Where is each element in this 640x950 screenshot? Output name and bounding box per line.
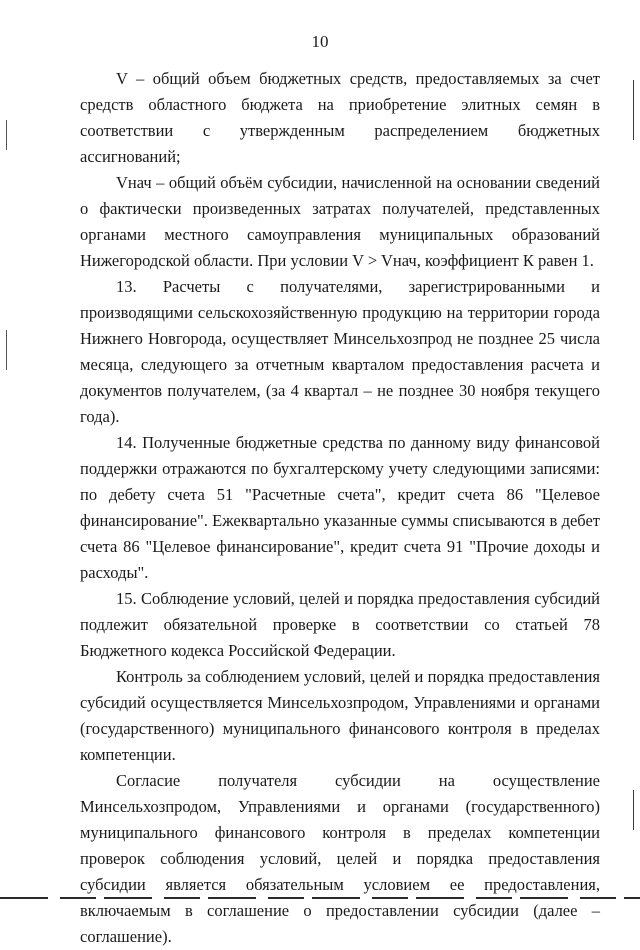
scan-edge-mark xyxy=(6,120,7,150)
paragraph-definition-v: V – общий объем бюджетных средств, предоставляемых за счет средств областного бюджета на приобретение элитных семян в соответствии с утвержденным распределением бюджетных ассигнований; xyxy=(80,69,600,166)
page-number: 10 xyxy=(311,32,329,51)
paragraph-item-15: 15. Соблюдение условий, целей и порядка предоставления субсидий подлежит обязательной проверке в соответствии со статьей 78 Бюджетного кодекса Российской Федерации. xyxy=(80,589,600,660)
document-body xyxy=(80,66,600,950)
scan-edge-mark xyxy=(633,80,634,140)
scan-edge-mark xyxy=(633,790,634,830)
paragraph-consent: Согласие получателя субсидии на осуществление Минсельхозпродом, Управлениями и органами (государственного) муниципального финансового контроля в пределах компетенции проверок соблюдения условий, целей и порядка предоставления субсидии является обязательным условием ее предоставления, включаемым в соглашение о предоставлении субсидии (далее – соглашение). xyxy=(80,771,600,946)
scan-bottom-edge xyxy=(0,897,640,899)
paragraph-control: Контроль за соблюдением условий, целей и порядка предоставления субсидий осуществляется Минсельхозпродом, Управлениями и органами (государственного) муниципального финансового контроля в пределах компетенции. xyxy=(80,667,600,764)
paragraph-item-13: 13. Расчеты с получателями, зарегистрированными и производящими сельскохозяйственную продукцию на территории города Нижнего Новгорода, осуществляет Минсельхозпрод не позднее 25 числа месяца, следующего за отчетным кварталом предоставления расчета и документов получателем, (за 4 квартал – не позднее 30 ноября текущего года). xyxy=(80,277,600,426)
paragraph-item-14: 14. Полученные бюджетные средства по данному виду финансовой поддержки отражаются по бухгалтерскому учету следующими записями: по дебету счета 51 "Расчетные счета", кредит счета 86 "Целевое финансирование". Ежеквартально указанные суммы списываются в дебет счета 86 "Целевое финансирование", кредит счета 91 "Прочие доходы и расходы". xyxy=(80,433,600,582)
paragraph-definition-vnach: Vнач – общий объём субсидии, начисленной на основании сведений о фактически произведенных затратах получателей, представленных органами местного самоуправления муниципальных образований Нижегородской области. При условии V > Vнач, коэффициент К равен 1. xyxy=(80,173,600,270)
scan-edge-mark xyxy=(6,330,7,370)
